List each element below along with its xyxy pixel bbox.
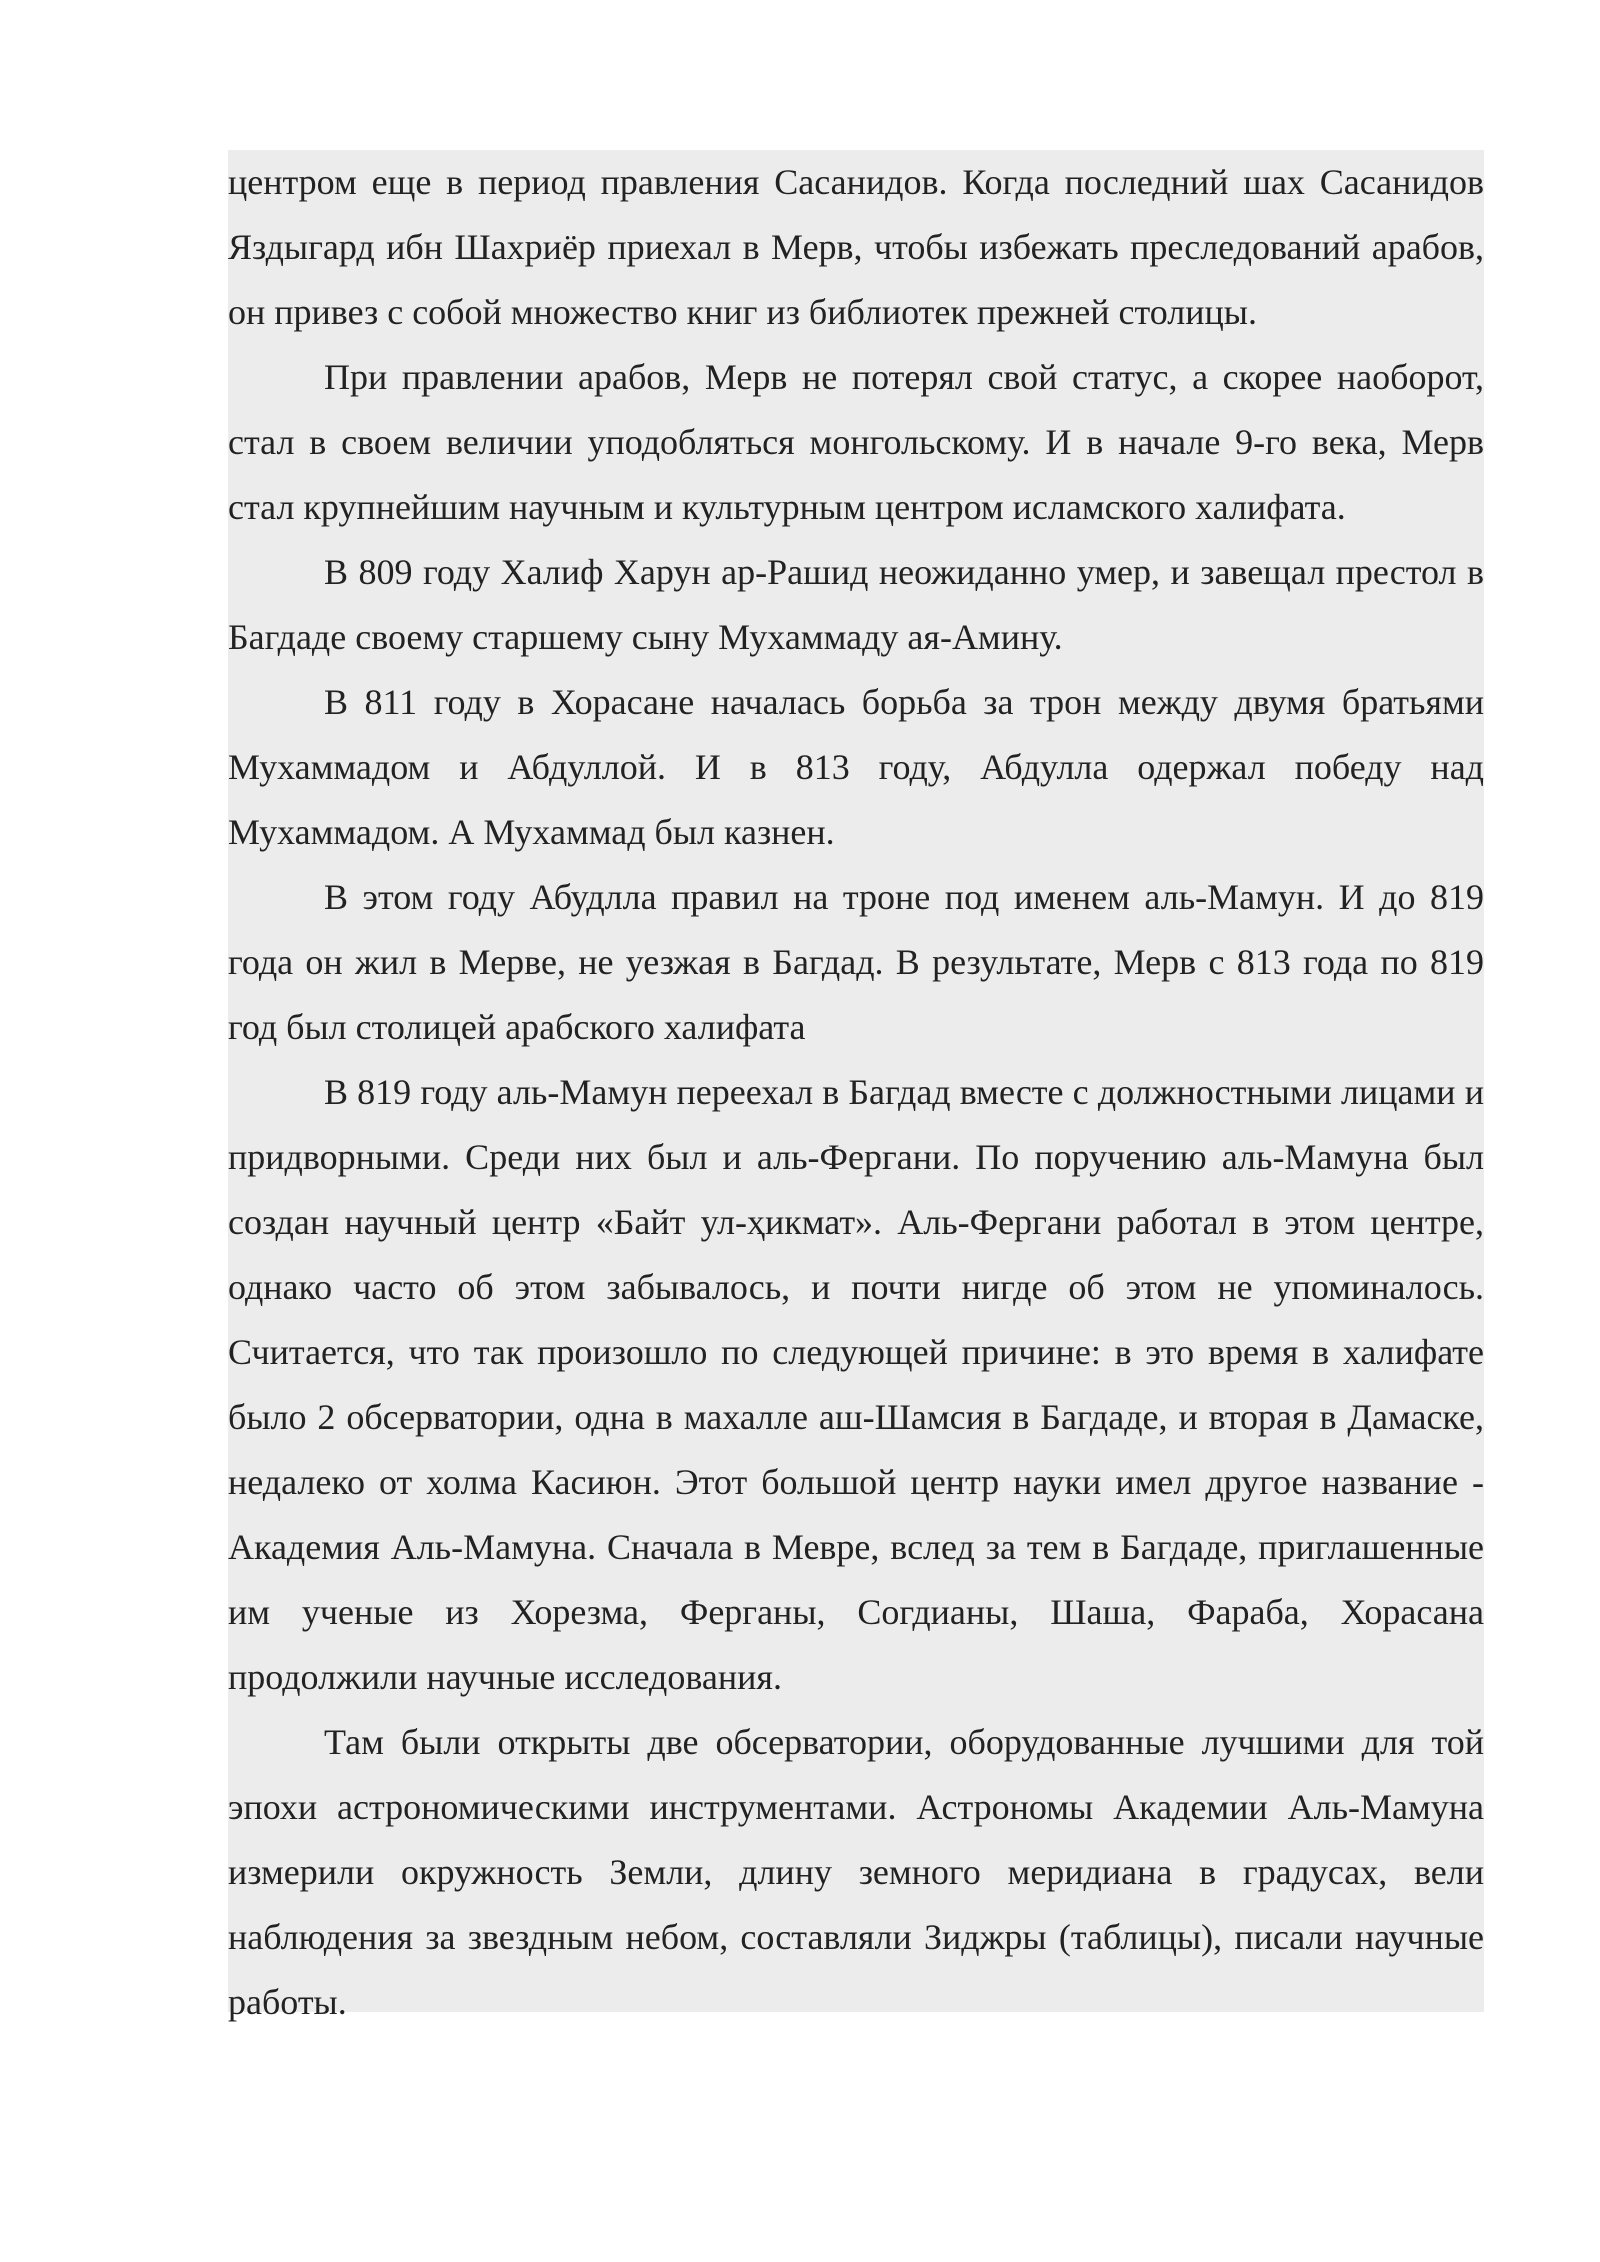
paragraph: В 811 году в Хорасане началась борьба за трон между двумя братьями Мухаммадом и Абдуллой. И в 813 году, Абдулла одержал победу над Мухаммадом. А Мухаммад был казнен. — [228, 682, 1484, 852]
highlighted-text-block — [228, 150, 1484, 2022]
paragraph: В 819 году аль-Мамун переехал в Багдад вместе с должностными лицами и придворными. Среди них был и аль-Фергани. По поручению аль-Мамуна был создан научный центр «Байт ул-ҳикмат». Аль-Фергани работал в этом центре, однако часто об этом забывалось, и почти нигде об этом не упоминалось. Считается, что так произошло по следующей причине: в это время в халифате было 2 обсерватории, одна в махалле аш-Шамсия в Багдаде, и вторая в Дамаске, недалеко от холма Касиюн. Этот большой центр науки имел другое название - Академия Аль-Мамуна. Сначала в Мевре, вслед за тем в Багдаде, приглашенные им ученые из Хорезма, Ферганы, Согдианы, Шаша, Фараба, Хорасана продолжили научные исследования. — [228, 1072, 1484, 1697]
paragraph: В этом году Абудлла правил на троне под именем аль-Мамун. И до 819 года он жил в Мерве, не уезжая в Багдад. В результате, Мерв с 813 года по 819 год был столицей арабского халифата — [228, 877, 1484, 1047]
paragraph: центром еще в период правления Сасанидов. Когда последний шах Сасанидов Яздыгард ибн Шахриёр приехал в Мерв, чтобы избежать преследований арабов, он привез с собой множество книг из библиотек прежней столицы. — [228, 162, 1484, 332]
paragraph: В 809 году Халиф Харун ар-Рашид неожиданно умер, и завещал престол в Багдаде своему старшему сыну Мухаммаду ая-Амину. — [228, 552, 1484, 657]
paragraph: При правлении арабов, Мерв не потерял свой статус, а скорее наоборот, стал в своем величии уподобляться монгольскому. И в начале 9-го века, Мерв стал крупнейшим научным и культурным центром исламского халифата. — [228, 357, 1484, 527]
paragraph: Там были открыты две обсерватории, оборудованные лучшими для той эпохи астрономическими инструментами. Астрономы Академии Аль-Мамуна измерили окружность Земли, длину земного меридиана в градусах, вели наблюдения за звездным небом, составляли Зиджры (таблицы), писали научные работы. — [228, 1722, 1484, 2022]
